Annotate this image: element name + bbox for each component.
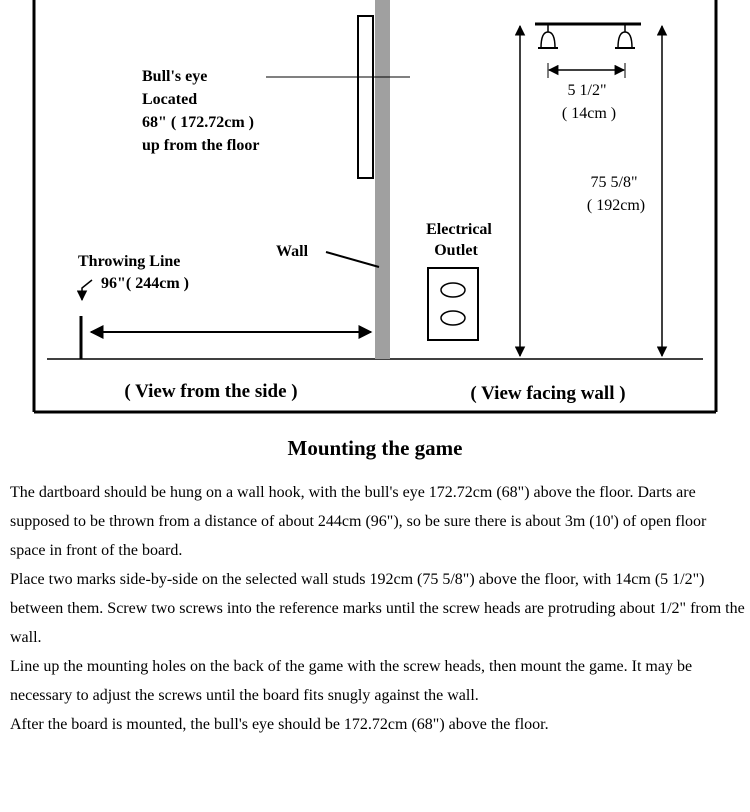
throwing-line-label-line-2: 96"( 244cm ) — [101, 275, 189, 292]
side-view-caption: ( View from the side ) — [124, 381, 298, 402]
instructions — [10, 478, 745, 739]
instruction-paragraph: The dartboard should be hung on a wall hook, with the bull's eye 172.72cm (68") above the floor. Darts are supposed to be thrown from a distance of about 244cm (96"), so be sure there is about 3m (10') of open floor space in front of the board. — [10, 484, 707, 559]
outlet-label-line-1: Electrical — [426, 221, 492, 238]
throwing-line-label-line-1: Throwing Line — [78, 253, 181, 270]
left-screw-hook-icon — [538, 24, 558, 48]
outlet-label — [426, 221, 496, 259]
throwing-line-label — [78, 253, 189, 292]
instruction-paragraph: Line up the mounting holes on the back of the game with the screw heads, then mount the game. It may be necessary to adjust the screws until the board fits snugly against the wall. — [10, 658, 693, 704]
screw-height-label-line-2: ( 192cm) — [586, 197, 646, 214]
throwing-line-pointer-icon — [82, 280, 92, 300]
screw-height-label-line-1: 75 5/8" — [590, 174, 638, 191]
electrical-outlet-icon — [428, 268, 478, 340]
bulls-eye-label-line-3: 68" ( 172.72cm ) — [142, 114, 254, 131]
instruction-paragraph: Place two marks side-by-side on the selected wall studs 192cm (75 5/8") above the floor, with 14cm (5 1/2") between them. Screw two screws into the reference marks until the screw heads are protruding about 1/2" from the wall. — [10, 571, 745, 646]
wall-label: Wall — [276, 243, 309, 260]
bulls-eye-label-line-2: Located — [142, 91, 198, 108]
bulls-eye-label-line-1: Bull's eye — [142, 68, 208, 85]
screw-spacing-label-line-2: ( 14cm ) — [561, 105, 617, 122]
dartboard-side-profile — [358, 16, 373, 178]
outlet-label-line-2: Outlet — [434, 242, 478, 259]
bulls-eye-label — [142, 68, 259, 154]
screw-spacing-label — [562, 82, 616, 122]
wall — [375, 0, 390, 359]
front-view-caption: ( View facing wall ) — [470, 383, 626, 404]
instruction-paragraph: After the board is mounted, the bull's eye should be 172.72cm (68") above the floor. — [10, 716, 549, 733]
wall-pointer-line — [326, 252, 379, 267]
right-screw-hook-icon — [615, 24, 635, 48]
bulls-eye-label-line-4: up from the floor — [142, 137, 260, 154]
page-title: Mounting the game — [287, 436, 463, 460]
screw-spacing-label-line-1: 5 1/2" — [567, 82, 607, 99]
screw-height-label — [587, 174, 645, 214]
